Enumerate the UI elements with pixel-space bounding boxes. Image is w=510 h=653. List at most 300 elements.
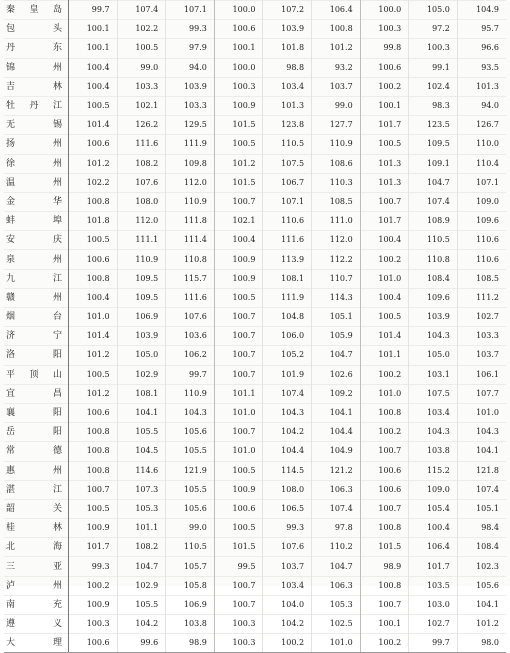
table-row [4,557,506,576]
index-value-cell: 100.2 [360,634,409,653]
index-value-cell: 104.3 [263,403,312,422]
table-row [4,1,506,20]
index-value-cell: 104.3 [457,423,506,442]
city-name-cell: 湛江 [4,480,69,499]
index-value-cell: 99.3 [69,557,118,576]
index-value-cell: 105.0 [117,346,166,365]
table-row [4,231,506,250]
index-value-cell: 102.4 [409,77,458,96]
index-value-cell: 104.3 [409,423,458,442]
index-value-cell: 105.3 [117,499,166,518]
index-value-cell: 104.1 [457,442,506,461]
index-value-cell: 110.8 [409,250,458,269]
index-value-cell: 100.2 [360,423,409,442]
index-value-cell: 100.2 [263,634,312,653]
index-value-cell: 100.5 [69,96,118,115]
index-value-cell: 100.5 [214,461,263,480]
index-value-cell: 101.8 [263,39,312,58]
index-value-cell: 104.2 [263,615,312,634]
city-name-cell: 九江 [4,269,69,288]
city-name-cell: 泸州 [4,576,69,595]
index-value-cell: 110.6 [457,231,506,250]
index-value-cell: 100.8 [69,423,118,442]
table-row [4,192,506,211]
city-name-cell: 金华 [4,192,69,211]
index-value-cell: 100.1 [69,20,118,39]
table-row [4,288,506,307]
index-value-cell: 103.4 [409,403,458,422]
index-value-cell: 100.1 [214,39,263,58]
index-value-cell: 108.9 [409,212,458,231]
index-value-cell: 101.2 [312,39,361,58]
index-value-cell: 100.6 [69,403,118,422]
index-value-cell: 112.0 [117,212,166,231]
index-value-cell: 100.4 [69,58,118,77]
city-name-cell: 北海 [4,538,69,557]
index-value-cell: 112.0 [166,173,215,192]
index-value-cell: 100.4 [214,231,263,250]
table-row [4,135,506,154]
table-row [4,116,506,135]
table-row [4,20,506,39]
index-value-cell: 103.7 [312,77,361,96]
index-value-cell: 101.7 [360,212,409,231]
price-index-table [4,0,506,653]
index-value-cell: 103.3 [166,96,215,115]
index-value-cell: 100.3 [214,615,263,634]
index-value-cell: 99.0 [312,96,361,115]
index-value-cell: 100.9 [214,269,263,288]
table-row [4,96,506,115]
index-value-cell: 110.2 [312,538,361,557]
city-name-cell: 扬州 [4,135,69,154]
index-value-cell: 100.3 [214,77,263,96]
index-value-cell: 100.3 [69,615,118,634]
index-value-cell: 101.1 [117,519,166,538]
index-value-cell: 100.5 [117,39,166,58]
index-value-cell: 111.6 [166,288,215,307]
index-value-cell: 107.6 [263,538,312,557]
table-row [4,403,506,422]
index-value-cell: 110.9 [166,192,215,211]
city-name-cell: 常德 [4,442,69,461]
index-value-cell: 106.0 [263,327,312,346]
index-value-cell: 94.0 [166,58,215,77]
index-value-cell: 100.7 [69,480,118,499]
index-value-cell: 111.6 [263,231,312,250]
index-value-cell: 100.2 [360,365,409,384]
index-value-cell: 105.0 [409,346,458,365]
table-row [4,423,506,442]
index-value-cell: 100.2 [360,77,409,96]
index-value-cell: 98.9 [360,557,409,576]
index-value-cell: 100.8 [360,403,409,422]
city-name-cell: 泉州 [4,250,69,269]
index-value-cell: 100.7 [360,595,409,614]
city-name-cell: 牡丹江 [4,96,69,115]
index-value-cell: 108.6 [312,154,361,173]
city-name-cell: 宜昌 [4,384,69,403]
table-row [4,269,506,288]
index-value-cell: 105.6 [166,499,215,518]
index-value-cell: 107.7 [457,384,506,403]
index-value-cell: 108.4 [457,538,506,557]
index-value-cell: 110.9 [117,250,166,269]
table-row [4,212,506,231]
index-value-cell: 108.0 [117,192,166,211]
index-value-cell: 111.1 [117,231,166,250]
index-value-cell: 108.5 [312,192,361,211]
index-value-cell: 100.5 [69,499,118,518]
index-value-cell: 101.4 [69,116,118,135]
index-value-cell: 104.9 [457,1,506,20]
index-value-cell: 107.2 [263,1,312,20]
index-value-cell: 100.2 [360,250,409,269]
city-name-cell: 遵义 [4,615,69,634]
index-value-cell: 100.0 [360,1,409,20]
index-value-cell: 110.3 [312,173,361,192]
index-value-cell: 101.4 [360,327,409,346]
city-name-cell: 襄阳 [4,403,69,422]
index-value-cell: 101.1 [214,384,263,403]
index-value-cell: 102.2 [69,173,118,192]
index-value-cell: 101.2 [457,615,506,634]
city-name-cell: 锦州 [4,58,69,77]
city-name-cell: 吉林 [4,77,69,96]
index-value-cell: 104.9 [312,442,361,461]
index-value-cell: 100.5 [214,519,263,538]
index-value-cell: 115.2 [409,461,458,480]
index-value-cell: 100.0 [214,58,263,77]
index-value-cell: 100.7 [214,365,263,384]
index-value-cell: 127.7 [312,116,361,135]
index-value-cell: 100.6 [360,480,409,499]
index-value-cell: 100.7 [214,576,263,595]
index-value-cell: 110.9 [166,384,215,403]
index-value-cell: 93.5 [457,58,506,77]
index-value-cell: 104.2 [263,423,312,442]
index-value-cell: 110.5 [166,538,215,557]
index-value-cell: 102.9 [117,576,166,595]
index-value-cell: 107.1 [457,173,506,192]
index-value-cell: 105.1 [312,308,361,327]
index-value-cell: 103.8 [166,615,215,634]
index-value-cell: 101.3 [457,77,506,96]
index-value-cell: 99.3 [263,519,312,538]
index-value-cell: 100.8 [360,519,409,538]
index-value-cell: 104.3 [166,403,215,422]
index-value-cell: 100.8 [360,576,409,595]
index-value-cell: 107.4 [457,480,506,499]
index-value-cell: 105.8 [166,576,215,595]
index-value-cell: 100.4 [360,288,409,307]
index-value-cell: 101.0 [457,403,506,422]
table-row [4,327,506,346]
index-value-cell: 123.5 [409,116,458,135]
index-value-cell: 100.5 [360,135,409,154]
index-value-cell: 105.5 [166,442,215,461]
city-name-cell: 无锡 [4,116,69,135]
index-value-cell: 100.8 [69,442,118,461]
index-value-cell: 100.2 [69,576,118,595]
city-name-cell: 韶关 [4,499,69,518]
index-value-cell: 98.4 [457,519,506,538]
index-value-cell: 100.9 [69,519,118,538]
index-value-cell: 110.8 [166,250,215,269]
index-value-cell: 100.1 [360,615,409,634]
index-value-cell: 100.1 [69,39,118,58]
index-value-cell: 100.5 [214,135,263,154]
index-value-cell: 114.3 [312,288,361,307]
index-value-cell: 100.5 [214,288,263,307]
index-value-cell: 112.2 [312,250,361,269]
index-value-cell: 107.1 [263,192,312,211]
index-value-cell: 100.4 [409,519,458,538]
index-value-cell: 110.9 [312,135,361,154]
index-value-cell: 100.6 [214,20,263,39]
index-value-cell: 98.8 [263,58,312,77]
index-value-cell: 104.7 [117,557,166,576]
index-value-cell: 110.0 [457,135,506,154]
city-name-cell: 赣州 [4,288,69,307]
index-value-cell: 104.7 [312,557,361,576]
index-value-cell: 105.6 [166,423,215,442]
index-value-cell: 101.5 [214,538,263,557]
index-value-cell: 112.0 [312,231,361,250]
index-value-cell: 99.6 [117,634,166,653]
index-value-cell: 121.9 [166,461,215,480]
index-value-cell: 100.0 [214,1,263,20]
index-value-cell: 101.7 [69,538,118,557]
index-value-cell: 100.1 [360,96,409,115]
index-value-cell: 96.6 [457,39,506,58]
city-name-cell: 温州 [4,173,69,192]
index-value-cell: 100.7 [360,442,409,461]
index-value-cell: 102.7 [409,615,458,634]
index-value-cell: 109.5 [117,269,166,288]
table-row [4,365,506,384]
index-value-cell: 105.3 [312,595,361,614]
index-value-cell: 100.7 [214,595,263,614]
table-row [4,615,506,634]
index-value-cell: 94.0 [457,96,506,115]
index-value-cell: 109.6 [409,288,458,307]
index-value-cell: 102.1 [214,212,263,231]
index-value-cell: 100.3 [360,20,409,39]
index-value-cell: 99.0 [166,519,215,538]
index-value-cell: 109.0 [457,192,506,211]
index-value-cell: 103.9 [117,327,166,346]
index-value-cell: 111.4 [166,231,215,250]
table-row [4,308,506,327]
index-value-cell: 113.9 [263,250,312,269]
city-name-cell: 惠州 [4,461,69,480]
index-value-cell: 110.6 [457,250,506,269]
index-value-cell: 100.7 [360,499,409,518]
index-value-cell: 106.1 [457,365,506,384]
index-value-cell: 101.0 [360,269,409,288]
index-value-cell: 106.5 [263,499,312,518]
index-value-cell: 107.5 [263,154,312,173]
index-value-cell: 107.6 [117,173,166,192]
city-name-cell: 桂林 [4,519,69,538]
index-value-cell: 104.4 [263,442,312,461]
index-value-cell: 109.2 [312,384,361,403]
index-value-cell: 108.0 [263,480,312,499]
index-value-cell: 105.7 [166,557,215,576]
index-value-cell: 107.6 [166,308,215,327]
index-value-cell: 104.4 [312,423,361,442]
index-value-cell: 101.2 [69,346,118,365]
index-value-cell: 106.3 [312,576,361,595]
index-value-cell: 106.9 [166,595,215,614]
index-value-cell: 103.9 [263,20,312,39]
index-value-cell: 104.0 [263,595,312,614]
index-value-cell: 100.6 [69,634,118,653]
index-value-cell: 100.4 [360,231,409,250]
index-value-cell: 106.7 [263,173,312,192]
city-name-cell: 丹东 [4,39,69,58]
index-value-cell: 100.5 [69,365,118,384]
index-value-cell: 100.9 [214,480,263,499]
index-value-cell: 123.8 [263,116,312,135]
index-value-cell: 100.9 [69,595,118,614]
index-value-cell: 101.5 [360,538,409,557]
index-value-cell: 98.0 [457,634,506,653]
index-value-cell: 102.9 [117,365,166,384]
city-name-cell: 秦皇岛 [4,1,69,20]
index-value-cell: 100.3 [214,634,263,653]
index-value-cell: 103.9 [166,77,215,96]
table-row [4,519,506,538]
index-value-cell: 126.7 [457,116,506,135]
index-value-cell: 121.2 [312,461,361,480]
index-value-cell: 105.9 [312,327,361,346]
index-value-cell: 97.9 [166,39,215,58]
index-value-cell: 111.2 [457,288,506,307]
index-value-cell: 104.1 [312,403,361,422]
index-value-cell: 102.7 [457,308,506,327]
index-value-cell: 101.3 [360,154,409,173]
index-value-cell: 103.8 [409,442,458,461]
table-row [4,154,506,173]
index-value-cell: 121.8 [457,461,506,480]
index-value-cell: 102.3 [457,557,506,576]
index-value-cell: 99.7 [409,634,458,653]
table-row [4,595,506,614]
index-value-cell: 106.2 [166,346,215,365]
table-row [4,58,506,77]
index-value-cell: 108.5 [457,269,506,288]
index-value-cell: 106.3 [312,480,361,499]
index-value-cell: 101.2 [214,154,263,173]
index-value-cell: 105.5 [117,423,166,442]
index-value-cell: 114.5 [263,461,312,480]
index-value-cell: 109.5 [409,135,458,154]
index-value-cell: 105.4 [409,499,458,518]
index-value-cell: 97.8 [312,519,361,538]
index-value-cell: 104.2 [117,615,166,634]
table-row [4,538,506,557]
index-value-cell: 100.6 [360,461,409,480]
index-value-cell: 101.3 [263,96,312,115]
table-row [4,634,506,653]
city-name-cell: 大理 [4,634,69,653]
index-value-cell: 102.6 [312,365,361,384]
index-value-cell: 100.9 [214,250,263,269]
index-value-cell: 104.1 [457,595,506,614]
table-row [4,442,506,461]
index-value-cell: 104.1 [117,403,166,422]
index-value-cell: 104.7 [312,346,361,365]
index-value-cell: 100.8 [69,269,118,288]
index-value-cell: 104.3 [409,327,458,346]
index-value-cell: 110.5 [263,135,312,154]
index-value-cell: 99.7 [166,365,215,384]
index-value-cell: 107.4 [409,192,458,211]
city-name-cell: 三亚 [4,557,69,576]
table-row [4,173,506,192]
index-value-cell: 101.8 [69,212,118,231]
index-value-cell: 108.1 [263,269,312,288]
city-name-cell: 南充 [4,595,69,614]
index-value-cell: 101.0 [214,403,263,422]
index-value-cell: 109.5 [117,288,166,307]
index-value-cell: 101.7 [360,116,409,135]
index-value-cell: 101.2 [69,384,118,403]
index-value-cell: 105.5 [166,480,215,499]
index-value-cell: 102.1 [117,96,166,115]
index-value-cell: 107.1 [166,1,215,20]
index-value-cell: 100.7 [214,308,263,327]
index-value-cell: 111.9 [166,135,215,154]
city-name-cell: 岳阳 [4,423,69,442]
index-value-cell: 100.5 [69,231,118,250]
city-name-cell: 安庆 [4,231,69,250]
city-name-cell: 烟台 [4,308,69,327]
city-name-cell: 平顶山 [4,365,69,384]
index-value-cell: 100.9 [214,96,263,115]
index-value-cell: 101.1 [360,346,409,365]
index-value-cell: 109.0 [409,480,458,499]
index-value-cell: 99.1 [409,58,458,77]
index-value-cell: 111.6 [117,135,166,154]
index-value-cell: 95.7 [457,20,506,39]
index-value-cell: 103.3 [457,327,506,346]
city-name-cell: 蚌埠 [4,212,69,231]
city-name-cell: 徐州 [4,154,69,173]
index-value-cell: 100.6 [360,58,409,77]
index-value-cell: 110.7 [312,269,361,288]
table-row [4,346,506,365]
index-value-cell: 101.9 [263,365,312,384]
index-value-cell: 126.2 [117,116,166,135]
index-value-cell: 108.2 [117,154,166,173]
index-value-cell: 101.2 [69,154,118,173]
city-name-cell: 包头 [4,20,69,39]
index-value-cell: 97.2 [409,20,458,39]
index-value-cell: 103.3 [117,77,166,96]
index-value-cell: 100.6 [214,499,263,518]
index-value-cell: 101.0 [214,442,263,461]
index-value-cell: 101.4 [69,327,118,346]
index-value-cell: 93.2 [312,58,361,77]
index-value-cell: 110.6 [263,212,312,231]
table-row [4,480,506,499]
index-value-cell: 104.5 [117,442,166,461]
index-value-cell: 101.5 [214,173,263,192]
index-value-cell: 106.4 [409,538,458,557]
